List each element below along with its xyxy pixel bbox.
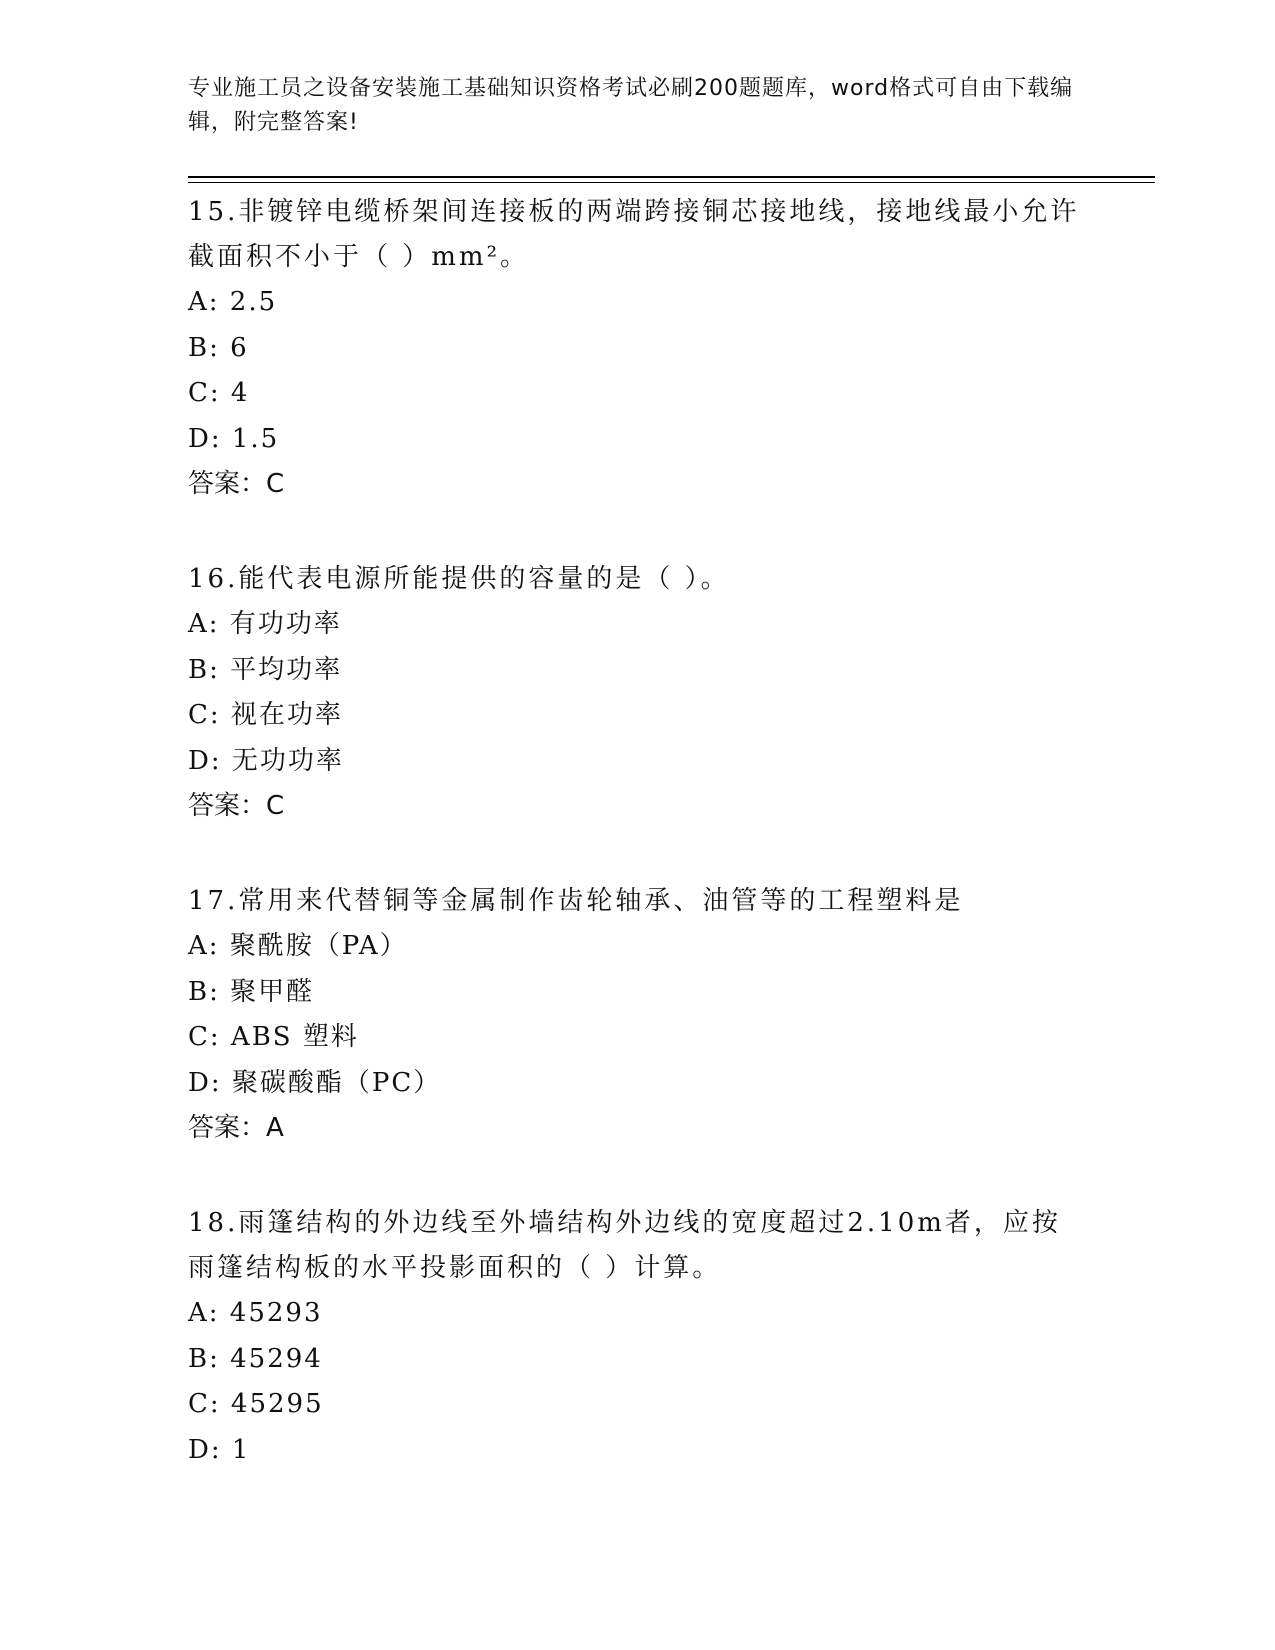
option-b: B: 聚甲醛 bbox=[188, 976, 315, 1007]
option-a: A: 有功功率 bbox=[188, 609, 342, 639]
option-d: D: 1.5 bbox=[188, 423, 280, 454]
option-c: C: ABS 塑料 bbox=[188, 1022, 359, 1052]
option-d: D: 无功功率 bbox=[188, 745, 344, 776]
question-stem: 15.非镀锌电缆桥架间连接板的两端跨接铜芯接地线，接地线最小允许截面积不小于（ ）mm²。 bbox=[188, 197, 1080, 272]
option-b: B: 6 bbox=[188, 332, 249, 363]
document-header: 专业施工员之设备安装施工基础知识资格考试必刷200题题库，word格式可自由下载编辑，附完整答案! bbox=[188, 76, 1074, 135]
question-stem: 16.能代表电源所能提供的容量的是（ ）。 bbox=[188, 564, 730, 594]
answer: 答案：A bbox=[188, 1113, 284, 1143]
option-c: C: 视在功率 bbox=[188, 700, 343, 730]
option-a: A: 45293 bbox=[188, 1298, 323, 1328]
question-stem: 17.常用来代替铜等金属制作齿轮轴承、油管等的工程塑料是 bbox=[188, 886, 964, 916]
answer: 答案：C bbox=[188, 791, 285, 821]
header-divider-thick bbox=[188, 176, 1155, 178]
option-c: C: 4 bbox=[188, 378, 250, 408]
question-list bbox=[188, 190, 1088, 1523]
option-c: C: 45295 bbox=[188, 1389, 324, 1419]
answer: 答案：C bbox=[188, 469, 285, 499]
question-15 bbox=[188, 190, 1088, 507]
option-d: D: 聚碳酸酯（PC） bbox=[188, 1067, 442, 1098]
option-a: A: 聚酰胺（PA） bbox=[188, 931, 408, 961]
option-b: B: 平均功率 bbox=[188, 654, 343, 685]
question-17 bbox=[188, 879, 1088, 1151]
option-a: A: 2.5 bbox=[188, 287, 278, 317]
option-b: B: 45294 bbox=[188, 1343, 323, 1374]
question-16 bbox=[188, 557, 1088, 829]
header-divider-thin bbox=[188, 182, 1155, 183]
question-stem: 18.雨篷结构的外边线至外墙结构外边线的宽度超过2.10m者，应按雨篷结构板的水平投影面积的（ ）计算。 bbox=[188, 1208, 1061, 1283]
question-18 bbox=[188, 1201, 1088, 1473]
option-d: D: 1 bbox=[188, 1434, 251, 1465]
